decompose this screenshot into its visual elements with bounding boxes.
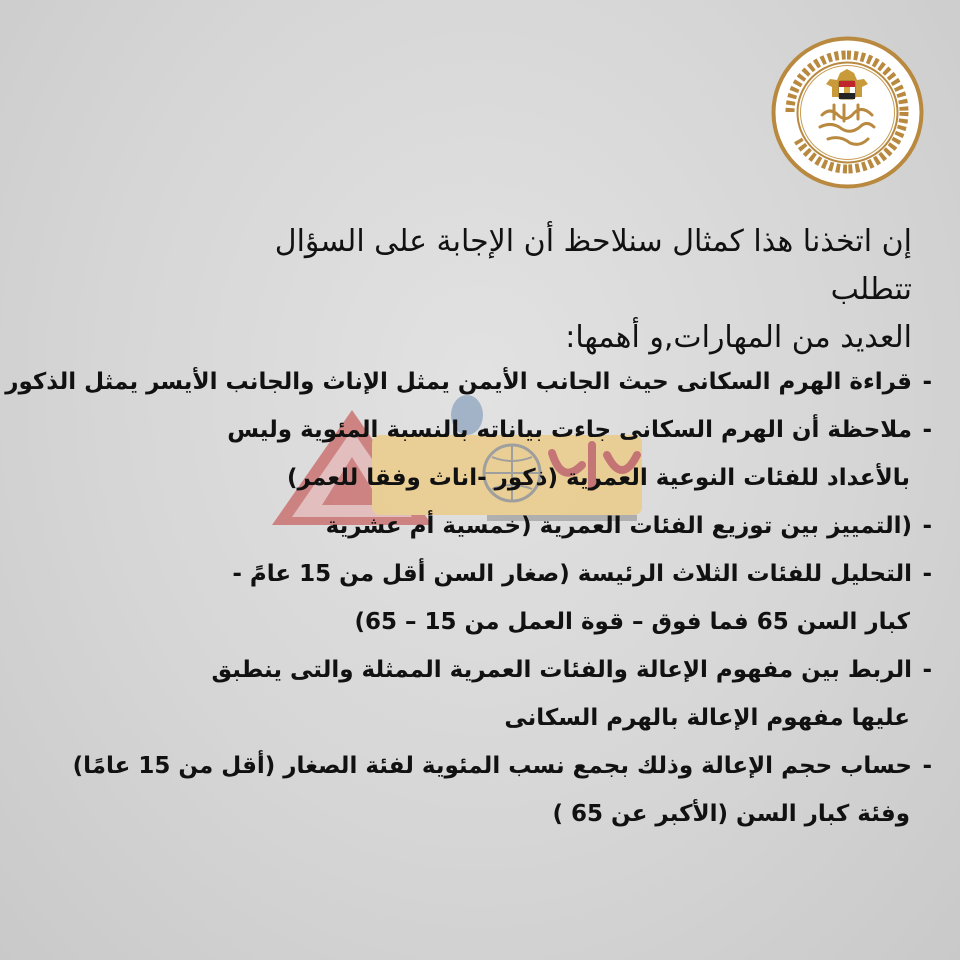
- intro-paragraph: [192, 218, 912, 362]
- list-item-continuation: بالأعداد للفئات النوعية العمرية (ذكور -اناث وفقا للعمر): [287, 465, 910, 491]
- list-dash: -: [922, 417, 932, 443]
- list-dash: -: [922, 561, 932, 587]
- list-item-continuation: وفئة كبار السن (الأكبر عن 65 ): [552, 801, 910, 827]
- list-item: [32, 502, 932, 550]
- list-item: [32, 550, 932, 598]
- list-item-continuation: كبار السن 65 فما فوق – قوة العمل من 15 – 65): [354, 609, 910, 635]
- list-dash: -: [922, 513, 932, 539]
- ministry-logo: [770, 35, 925, 190]
- list-item: [32, 646, 932, 694]
- list-item-text: حساب حجم الإعالة وذلك بجمع نسب المئوية لفئة الصغار (أقل من 15 عامًا): [72, 753, 912, 779]
- list-item-text: التحليل للفئات الثلاث الرئيسة (صغار السن أقل من 15 عامً -: [232, 561, 912, 587]
- list-item-continuation: عليها مفهوم الإعالة بالهرم السكانى: [504, 705, 910, 731]
- list-item: [32, 406, 932, 454]
- list-item-text: الربط بين مفهوم الإعالة والفئات العمرية الممثلة والتى ينطبق: [211, 657, 912, 683]
- list-item-text: ملاحظة أن الهرم السكانى جاءت بياناته بالنسبة المئوية وليس: [227, 417, 912, 443]
- list-dash: -: [922, 369, 932, 395]
- list-dash: -: [922, 753, 932, 779]
- list-item: [32, 742, 932, 790]
- list-item-text: قراءة الهرم السكانى حيث الجانب الأيمن يمثل الإناث والجانب الأيسر يمثل الذكور: [5, 369, 912, 395]
- list-item: [5, 358, 932, 406]
- ministry-seal-icon: [770, 35, 925, 190]
- list-item-text: (التمييز بين توزيع الفئات العمرية (خمسية أم عشرية: [325, 513, 912, 539]
- list-dash: -: [922, 657, 932, 683]
- intro-line: إن اتخذنا هذا كمثال سنلاحظ أن الإجابة على السؤال تتطلب: [274, 224, 912, 307]
- skills-list: [5, 358, 932, 838]
- intro-line: العديد من المهارات,و أهمها:: [565, 320, 912, 355]
